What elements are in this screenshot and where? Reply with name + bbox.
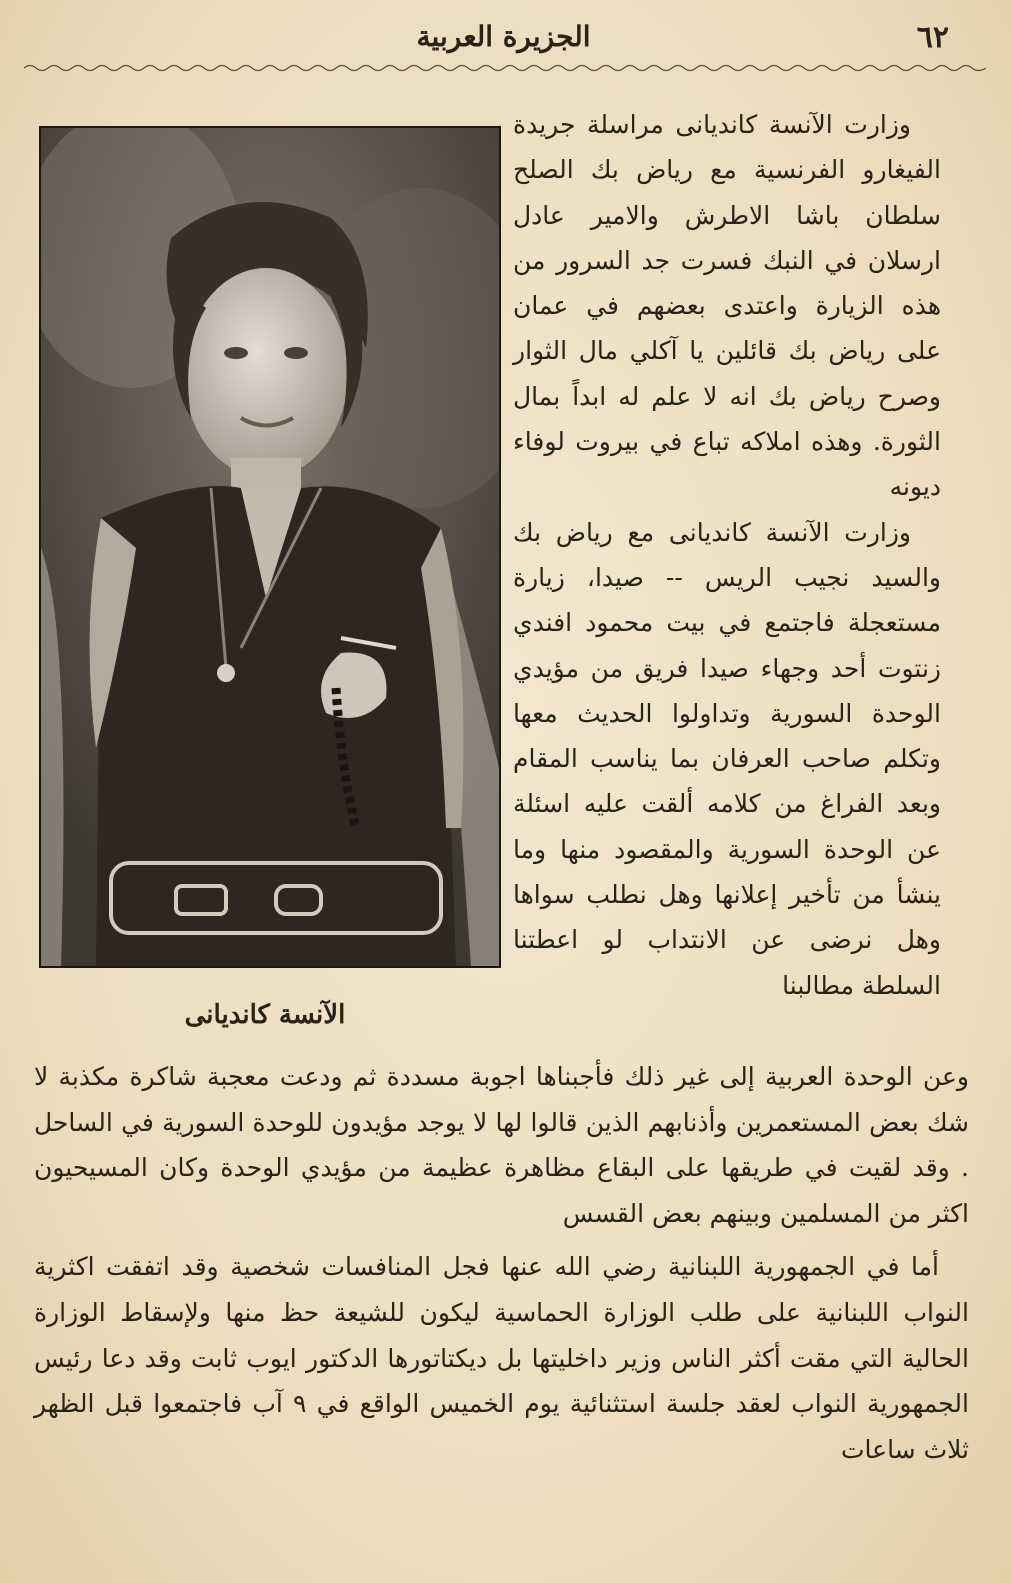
portrait-illustration [41,128,499,966]
page-number: ٦٢ [916,20,949,55]
bottom-paragraph-1: وعن الوحدة العربية إلى غير ذلك فأجبناها اجوبة مسددة ثم ودعت معجبة شاكرة مكذبة لا شك بعض المستعمرين وأذنابهم الذين قالوا لها لا يوجد مؤيدون للوحدة السورية في الساحل . وقد لقيت في طريقها على البقاع مظاهرة عظيمة من مؤيدي الوحدة وكان المسيحيون اكثر من المسلمين وبينهم بعض القسس [34,1062,970,1228]
top-paragraph-2: وزارت الآنسة كانديانى مع رياض بك والسيد نجيب الريس -- صيدا، زيارة مستعجلة فاجتمع في بيت محمود افندي زنتوت أحد وجهاء صيدا فريق من مؤيدي الوحدة السورية وتداولوا الحديث معها وتكلم صاحب العرفان بما يناسب المقام وبعد الفراغ من كلامه ألقت عليه اسئلة عن الوحدة السورية والمقصود منها وما ينشأ من تأخير إعلانها وهل نطلب سواها وهل نرضى عن الانتداب لو اعطتنا السلطة مطالبنا [513,517,941,1000]
top-paragraph-1: وزارت الآنسة كانديانى مراسلة جريدة الفيغارو الفرنسية مع رياض بك الصلح سلطان باشا الاطرش والامير عادل ارسلان في النبك فسرت جد السرور من هذه الزيارة واعتدى بعضهم في عمان على رياض بك قائلين يا آكلي مال الثوار وصرح رياض بك انه لا علم له ابداً بمال الثورة. وهذه املاكه تباع في بيروت لوفاء ديونه [513,110,941,502]
portrait-photo [39,126,501,968]
header-wavy-rule [24,62,986,74]
top-text-column [513,102,941,1008]
page-header [24,14,983,62]
photo-caption: الآنسة كانديانى [184,1000,346,1030]
running-title: الجزيرة العربية [416,20,591,53]
bottom-text-column [34,1054,969,1472]
bottom-paragraph-2: أما في الجمهورية اللبنانية رضي الله عنها فجل المنافسات شخصية وقد اتفقت اكثرية النواب اللبنانية على طلب الوزارة الحماسية ليكون للشيعة حظ منها ولإسقاط الوزارة الحالية التي مقت أكثر الناس وزير داخليتها بل ديكتاتورها الدكتور ايوب ثابت وقد دعا رئيس الجمهورية النواب لعقد جلسة استثنائية يوم الخميس الواقع في ٩ آب فاجتمعوا قبل الظهر ثلاث ساعات [34,1252,969,1464]
